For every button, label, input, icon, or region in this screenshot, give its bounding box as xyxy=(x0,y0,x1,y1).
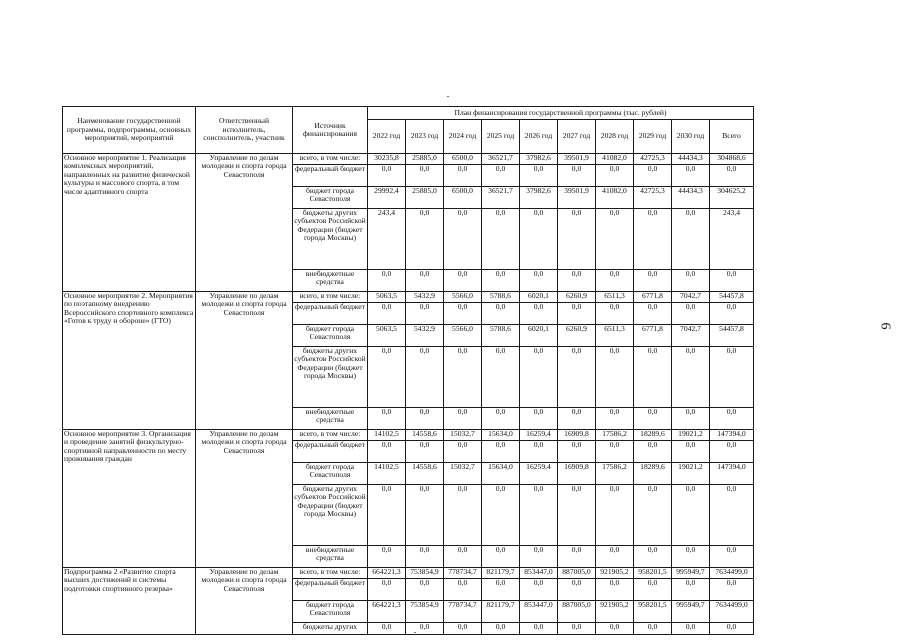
year-value: 25885,0 xyxy=(406,187,444,209)
year-value: 0,0 xyxy=(672,165,710,187)
year-value: 16259,4 xyxy=(520,430,558,441)
total-value: 0,0 xyxy=(710,270,754,292)
total-value: 0,0 xyxy=(710,408,754,430)
year-value: 0,0 xyxy=(482,441,520,463)
year-value: 0,0 xyxy=(596,579,634,601)
year-value: 0,0 xyxy=(672,546,710,568)
year-value: 0,0 xyxy=(596,303,634,325)
year-value: 5566,0 xyxy=(444,292,482,303)
year-value: 16909,8 xyxy=(558,430,596,441)
year-value: 41082,0 xyxy=(596,154,634,165)
funding-source: всего, в том числе: xyxy=(293,154,368,165)
year-value: 0,0 xyxy=(368,546,406,568)
year-value: 0,0 xyxy=(482,623,520,635)
total-value: 0,0 xyxy=(710,485,754,546)
year-value: 0,0 xyxy=(558,303,596,325)
table-body xyxy=(63,154,754,635)
header-year: 2023 год xyxy=(406,120,444,154)
year-value: 0,0 xyxy=(634,546,672,568)
year-value: 0,0 xyxy=(406,485,444,546)
year-value: 39501,9 xyxy=(558,187,596,209)
year-value: 664221,3 xyxy=(368,568,406,579)
year-value: 0,0 xyxy=(558,408,596,430)
year-value: 0,0 xyxy=(558,209,596,270)
funding-source: федеральный бюджет xyxy=(293,441,368,463)
year-value: 995949,7 xyxy=(672,568,710,579)
header-plan: План финансирования государственной программы (тыс. рублей) xyxy=(368,107,754,120)
year-value: 0,0 xyxy=(482,303,520,325)
year-value: 0,0 xyxy=(482,165,520,187)
year-value: 0,0 xyxy=(444,485,482,546)
funding-source: внебюджетные средства xyxy=(293,408,368,430)
year-value: 19021,2 xyxy=(672,463,710,485)
header-source: Источник финансирования xyxy=(293,107,368,154)
total-value: 0,0 xyxy=(710,623,754,635)
year-value: 0,0 xyxy=(672,623,710,635)
financing-table-container xyxy=(62,106,754,635)
header-name: Наименование государственной программы, подпрограммы, основных мероприятий, мероприятий xyxy=(63,107,196,154)
total-value: 0,0 xyxy=(710,303,754,325)
responsible-executor: Управление по делам молодежи и спорта города Севастополя xyxy=(196,292,293,430)
funding-source: федеральный бюджет xyxy=(293,165,368,187)
year-value: 44434,3 xyxy=(672,154,710,165)
year-value: 0,0 xyxy=(444,270,482,292)
total-value: 0,0 xyxy=(710,579,754,601)
year-value: 0,0 xyxy=(558,441,596,463)
year-value: 14558,6 xyxy=(406,430,444,441)
year-value: 5063,5 xyxy=(368,292,406,303)
year-value: 0,0 xyxy=(634,441,672,463)
header-year: 2030 год xyxy=(672,120,710,154)
table-row xyxy=(63,154,754,165)
total-value: 54457,8 xyxy=(710,325,754,347)
funding-source: бюджет города Севастополя xyxy=(293,187,368,209)
year-value: 0,0 xyxy=(558,347,596,408)
year-value: 0,0 xyxy=(368,347,406,408)
year-value: 15032,7 xyxy=(444,430,482,441)
header-year: 2028 год xyxy=(596,120,634,154)
funding-source: бюджет города Севастополя xyxy=(293,325,368,347)
year-value: 0,0 xyxy=(596,408,634,430)
year-value: 7042,7 xyxy=(672,325,710,347)
year-value: 15032,7 xyxy=(444,463,482,485)
year-value: 37982,6 xyxy=(520,154,558,165)
year-value: 0,0 xyxy=(444,623,482,635)
year-value: 18289,6 xyxy=(634,430,672,441)
year-value: 0,0 xyxy=(634,303,672,325)
year-value: 6771,8 xyxy=(634,325,672,347)
year-value: 0,0 xyxy=(368,408,406,430)
funding-source: всего, в том числе: xyxy=(293,568,368,579)
year-value: 0,0 xyxy=(520,347,558,408)
responsible-executor: Управление по делам молодежи и спорта города Севастополя xyxy=(196,154,293,292)
year-value: 0,0 xyxy=(368,165,406,187)
year-value: 0,0 xyxy=(520,165,558,187)
header-responsible: Ответственный исполнитель, соисполнитель, участник xyxy=(196,107,293,154)
responsible-executor: Управление по делам молодежи и спорта города Севастополя xyxy=(196,430,293,568)
year-value: 0,0 xyxy=(444,347,482,408)
year-value: 42725,3 xyxy=(634,187,672,209)
year-value: 0,0 xyxy=(672,485,710,546)
year-value: 0,0 xyxy=(406,303,444,325)
year-value: 0,0 xyxy=(634,623,672,635)
total-value: 243,4 xyxy=(710,209,754,270)
year-value: 0,0 xyxy=(406,347,444,408)
program-name: Основное мероприятие 3. Организация и проведение занятий физкультурно-спортивной направленности по месту проживания граждан xyxy=(63,430,196,568)
funding-source: внебюджетные средства xyxy=(293,270,368,292)
year-value: 0,0 xyxy=(482,347,520,408)
year-value: 0,0 xyxy=(634,485,672,546)
year-value: 0,0 xyxy=(596,546,634,568)
total-value: 0,0 xyxy=(710,441,754,463)
year-value: 0,0 xyxy=(634,579,672,601)
year-value: 6020,1 xyxy=(520,292,558,303)
year-value: 958201,5 xyxy=(634,601,672,623)
year-value: 0,0 xyxy=(672,303,710,325)
responsible-executor: Управление по делам молодежи и спорта города Севастополя xyxy=(196,568,293,635)
total-value: 7634499,0 xyxy=(710,601,754,623)
year-value: 0,0 xyxy=(672,408,710,430)
year-value: 0,0 xyxy=(444,579,482,601)
year-value: 0,0 xyxy=(520,546,558,568)
funding-source: федеральный бюджет xyxy=(293,579,368,601)
year-value: 5432,9 xyxy=(406,325,444,347)
year-value: 0,0 xyxy=(406,270,444,292)
year-value: 5566,0 xyxy=(444,325,482,347)
funding-source: всего, в том числе: xyxy=(293,430,368,441)
year-value: 0,0 xyxy=(520,408,558,430)
program-name: Основное мероприятие 1. Реализация комплексных мероприятий, направленных на развитие физической культуры и массового спорта, в том числе адаптивного спорта xyxy=(63,154,196,292)
year-value: 0,0 xyxy=(558,165,596,187)
year-value: 0,0 xyxy=(596,623,634,635)
year-value: 753854,9 xyxy=(406,568,444,579)
year-value: 0,0 xyxy=(558,270,596,292)
year-value: 16909,8 xyxy=(558,463,596,485)
year-value: 0,0 xyxy=(368,623,406,635)
year-value: 41082,0 xyxy=(596,187,634,209)
header-year: 2025 год xyxy=(482,120,520,154)
year-value: 0,0 xyxy=(368,303,406,325)
year-value: 0,0 xyxy=(520,623,558,635)
year-value: 0,0 xyxy=(596,209,634,270)
year-value: 0,0 xyxy=(634,270,672,292)
header-year: 2026 год xyxy=(520,120,558,154)
year-value: 0,0 xyxy=(482,209,520,270)
year-value: 0,0 xyxy=(596,485,634,546)
year-value: 0,0 xyxy=(634,408,672,430)
header-year: 2024 год xyxy=(444,120,482,154)
program-name: Основное мероприятие 2. Мероприятия по поэтапному внедрению Всероссийского спортивного комплекса «Готов к труду и обороне» (ГТО) xyxy=(63,292,196,430)
scan-artifact xyxy=(447,96,449,97)
year-value: 0,0 xyxy=(672,209,710,270)
year-value: 958201,5 xyxy=(634,568,672,579)
year-value: 6500,0 xyxy=(444,154,482,165)
year-value: 0,0 xyxy=(596,441,634,463)
year-value: 921905,2 xyxy=(596,601,634,623)
year-value: 0,0 xyxy=(634,347,672,408)
year-value: 0,0 xyxy=(520,485,558,546)
funding-source: бюджеты других xyxy=(293,623,368,635)
funding-source: бюджеты других субъектов Российской Федерации (бюджет города Москвы) xyxy=(293,347,368,408)
year-value: 0,0 xyxy=(558,485,596,546)
year-value: 0,0 xyxy=(596,347,634,408)
funding-source: бюджеты других субъектов Российской Федерации (бюджет города Москвы) xyxy=(293,485,368,546)
financing-table xyxy=(62,106,754,635)
year-value: 0,0 xyxy=(520,303,558,325)
year-value: 0,0 xyxy=(406,209,444,270)
year-value: 0,0 xyxy=(406,579,444,601)
funding-source: бюджет города Севастополя xyxy=(293,463,368,485)
year-value: 887005,0 xyxy=(558,568,596,579)
header-total: Всего xyxy=(710,120,754,154)
year-value: 0,0 xyxy=(368,579,406,601)
year-value: 821179,7 xyxy=(482,568,520,579)
year-value: 0,0 xyxy=(672,579,710,601)
year-value: 5788,6 xyxy=(482,292,520,303)
total-value: 304868,6 xyxy=(710,154,754,165)
year-value: 0,0 xyxy=(406,546,444,568)
year-value: 0,0 xyxy=(482,579,520,601)
total-value: 0,0 xyxy=(710,165,754,187)
year-value: 6020,1 xyxy=(520,325,558,347)
year-value: 0,0 xyxy=(444,546,482,568)
total-value: 147394,0 xyxy=(710,430,754,441)
program-name: Подпрограмма 2 «Развитие спорта высших достижений и системы подготовки спортивного резерва» xyxy=(63,568,196,635)
year-value: 0,0 xyxy=(406,441,444,463)
year-value: 6500,0 xyxy=(444,187,482,209)
year-value: 0,0 xyxy=(368,270,406,292)
year-value: 42725,3 xyxy=(634,154,672,165)
year-value: 0,0 xyxy=(444,165,482,187)
year-value: 853447,0 xyxy=(520,568,558,579)
year-value: 0,0 xyxy=(672,347,710,408)
year-value: 5063,5 xyxy=(368,325,406,347)
year-value: 0,0 xyxy=(444,303,482,325)
funding-source: бюджеты других субъектов Российской Федерации (бюджет города Москвы) xyxy=(293,209,368,270)
year-value: 36521,7 xyxy=(482,187,520,209)
year-value: 44434,3 xyxy=(672,187,710,209)
year-value: 0,0 xyxy=(444,408,482,430)
year-value: 18289,6 xyxy=(634,463,672,485)
year-value: 995949,7 xyxy=(672,601,710,623)
total-value: 7634499,0 xyxy=(710,568,754,579)
year-value: 6771,8 xyxy=(634,292,672,303)
year-value: 0,0 xyxy=(482,485,520,546)
year-value: 853447,0 xyxy=(520,601,558,623)
year-value: 15634,0 xyxy=(482,463,520,485)
year-value: 0,0 xyxy=(558,623,596,635)
year-value: 19021,2 xyxy=(672,430,710,441)
year-value: 0,0 xyxy=(596,165,634,187)
year-value: 17586,2 xyxy=(596,463,634,485)
total-value: 147394,0 xyxy=(710,463,754,485)
year-value: 0,0 xyxy=(406,623,444,635)
year-value: 6511,3 xyxy=(596,325,634,347)
year-value: 0,0 xyxy=(558,546,596,568)
year-value: 0,0 xyxy=(482,408,520,430)
funding-source: бюджет города Севастополя xyxy=(293,601,368,623)
total-value: 0,0 xyxy=(710,546,754,568)
year-value: 14102,5 xyxy=(368,430,406,441)
year-value: 0,0 xyxy=(520,270,558,292)
year-value: 16259,4 xyxy=(520,463,558,485)
funding-source: всего, в том числе: xyxy=(293,292,368,303)
year-value: 753854,9 xyxy=(406,601,444,623)
header-year: 2022 год xyxy=(368,120,406,154)
year-value: 25885,0 xyxy=(406,154,444,165)
year-value: 15634,0 xyxy=(482,430,520,441)
year-value: 887005,0 xyxy=(558,601,596,623)
year-value: 0,0 xyxy=(672,270,710,292)
year-value: 0,0 xyxy=(558,579,596,601)
year-value: 0,0 xyxy=(634,165,672,187)
year-value: 778734,7 xyxy=(444,601,482,623)
table-row xyxy=(63,430,754,441)
year-value: 921905,2 xyxy=(596,568,634,579)
year-value: 6260,9 xyxy=(558,292,596,303)
total-value: 54457,8 xyxy=(710,292,754,303)
year-value: 778734,7 xyxy=(444,568,482,579)
year-value: 36521,7 xyxy=(482,154,520,165)
year-value: 17586,2 xyxy=(596,430,634,441)
year-value: 0,0 xyxy=(482,270,520,292)
year-value: 0,0 xyxy=(520,579,558,601)
year-value: 0,0 xyxy=(482,546,520,568)
year-value: 664221,3 xyxy=(368,601,406,623)
total-value: 304625,2 xyxy=(710,187,754,209)
year-value: 39501,9 xyxy=(558,154,596,165)
year-value: 0,0 xyxy=(406,165,444,187)
year-value: 14102,5 xyxy=(368,463,406,485)
total-value: 0,0 xyxy=(710,347,754,408)
funding-source: федеральный бюджет xyxy=(293,303,368,325)
year-value: 821179,7 xyxy=(482,601,520,623)
year-value: 0,0 xyxy=(634,209,672,270)
header-year: 2029 год xyxy=(634,120,672,154)
year-value: 0,0 xyxy=(368,485,406,546)
year-value: 30235,8 xyxy=(368,154,406,165)
table-row xyxy=(63,568,754,579)
year-value: 0,0 xyxy=(596,270,634,292)
year-value: 0,0 xyxy=(406,408,444,430)
year-value: 37982,6 xyxy=(520,187,558,209)
year-value: 6511,3 xyxy=(596,292,634,303)
year-value: 243,4 xyxy=(368,209,406,270)
table-row xyxy=(63,292,754,303)
header-year: 2027 год xyxy=(558,120,596,154)
year-value: 0,0 xyxy=(444,441,482,463)
page-number: 6 xyxy=(877,322,893,330)
year-value: 0,0 xyxy=(672,441,710,463)
year-value: 14558,6 xyxy=(406,463,444,485)
year-value: 0,0 xyxy=(444,209,482,270)
year-value: 5788,6 xyxy=(482,325,520,347)
year-value: 29992,4 xyxy=(368,187,406,209)
year-value: 0,0 xyxy=(520,209,558,270)
year-value: 5432,9 xyxy=(406,292,444,303)
year-value: 6260,9 xyxy=(558,325,596,347)
year-value: 7042,7 xyxy=(672,292,710,303)
year-value: 0,0 xyxy=(520,441,558,463)
year-value: 0,0 xyxy=(368,441,406,463)
funding-source: внебюджетные средства xyxy=(293,546,368,568)
